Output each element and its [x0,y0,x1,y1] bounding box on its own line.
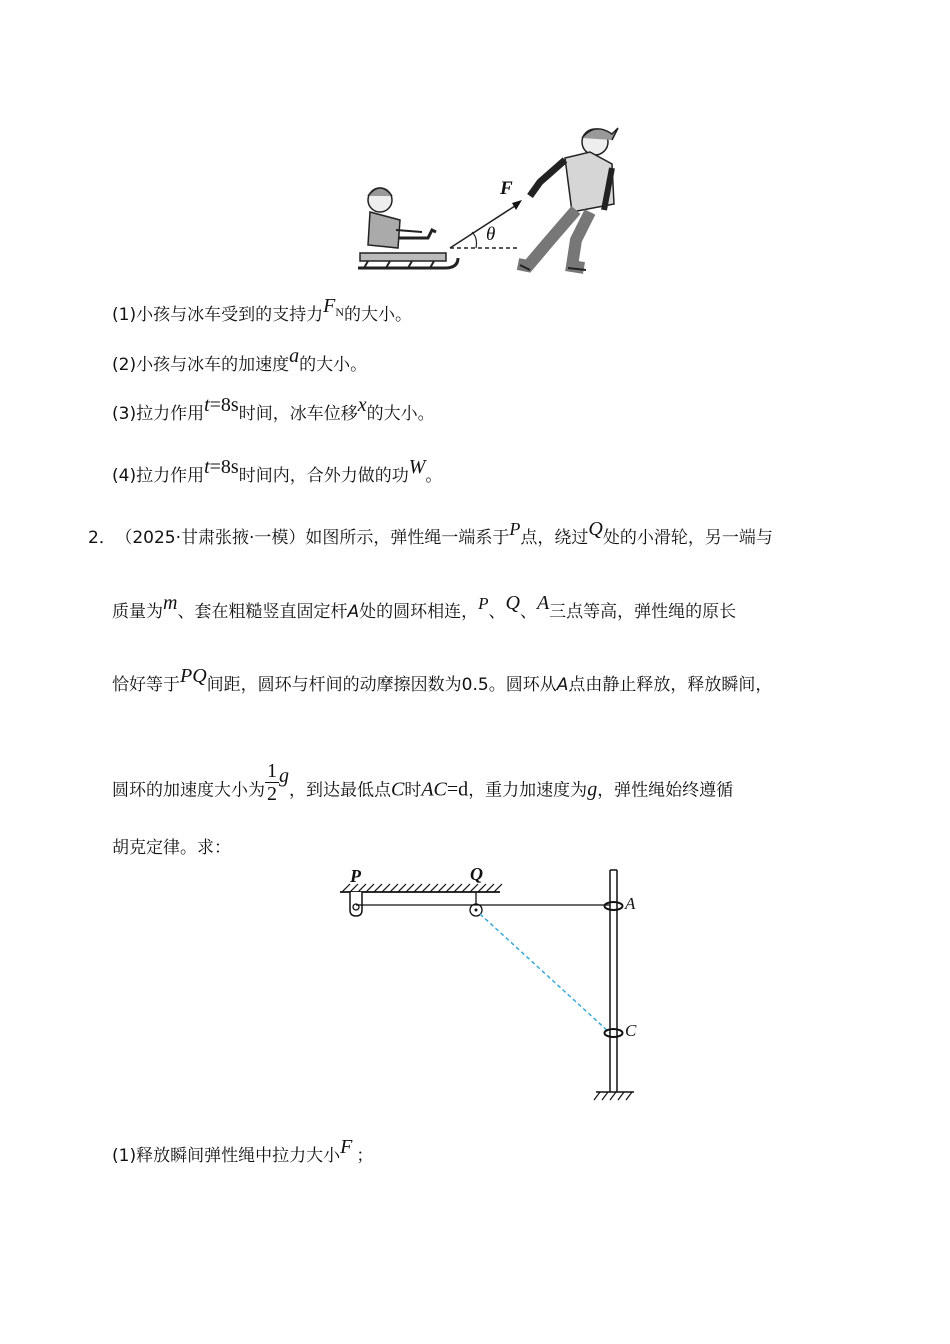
symbol-Q: Q [588,518,603,540]
label-C: C [625,1021,637,1040]
q1-part-4: (4)拉力作用t=8s时间内，合外力做的功W。 [112,456,443,486]
q2-line-3: 恰好等于PQ间距，圆环与杆间的动摩擦因数为0.5。圆环从A点由静止释放，释放瞬间， [112,665,773,695]
q2-line-1: 2． （2025·甘肃张掖·一模）如图所示，弹性绳一端系于P点，绕过Q处的小滑轮，另一端与 [88,518,773,548]
rod-pulley-figure [330,860,650,1105]
fraction-one-half: $\frac{1}{2}$ [267,760,277,805]
symbol-t: t [204,394,210,416]
symbol-PQ: PQ [180,665,207,687]
symbol-W: W [408,456,426,478]
q1-part-1: (1)小孩与冰车受到的支持力$F^N$的大小。 [112,295,412,325]
q1-part-2: (2)小孩与冰车的加速度a的大小。 [112,345,368,375]
symbol-x: x [357,394,367,416]
force-label: F [500,178,513,199]
q1-part-3: (3)拉力作用t=8s时间，冰车位移x的大小。 [112,394,435,424]
symbol-t: t [204,456,210,478]
symbol-m: m [163,592,178,614]
sled-figure [350,120,630,280]
label-A: A [625,894,636,913]
symbol-C: C [391,778,405,801]
symbol-F: F [323,295,336,317]
symbol-AC: AC [421,778,447,801]
symbol-a: a [289,345,300,367]
symbol-P: P [509,519,521,539]
angle-label: θ [486,224,496,245]
symbol-A: A [347,602,360,622]
label-P: P [350,866,361,886]
symbol-g: g [279,764,289,787]
label-Q: Q [470,864,483,884]
q2-line-2: 质量为m、套在粗糙竖直固定杆A处的圆环相连，P、Q、A三点等高，弹性绳的原长 [112,592,737,622]
q2-line-5: 胡克定律。求： [112,838,231,858]
q2-line-4: 圆环的加速度大小为 $\frac{1}{2}$ g，到达最低点C时AC=d，重力加速度为g，弹性绳始终遵循 [112,760,734,805]
q2-part-1: (1)释放瞬间弹性绳中拉力大小F ； [112,1136,374,1166]
symbol-F: F [340,1136,353,1158]
question-number: 2． [88,528,116,548]
